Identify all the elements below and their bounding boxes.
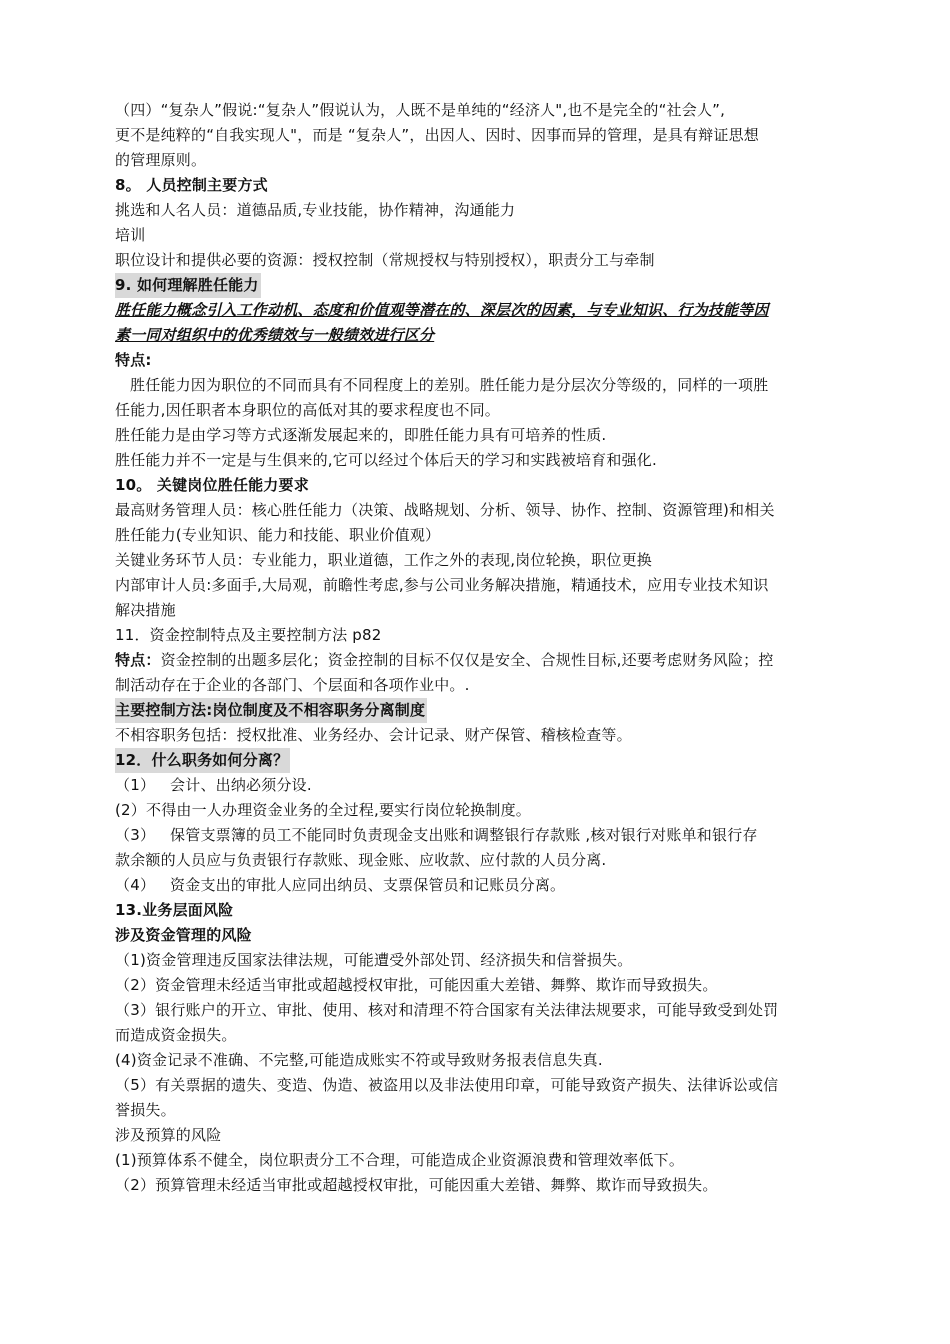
definition-line: 素一同对组织中的优秀绩效与一般绩效进行区分 [115, 326, 435, 344]
text-line: 培训 [115, 226, 146, 244]
text-line: 更不是纯粹的“自我实现人"，而是 “复杂人”，出因人、因时、因事而异的管理，是具有辩证思想 [115, 126, 759, 144]
section-heading-13: 13.业务层面风险 [115, 901, 234, 919]
section-heading-8: 8。 人员控制主要方式 [115, 176, 268, 194]
text-line: 解决措施 [115, 601, 176, 619]
text-line: 胜任能力(专业知识、能力和技能、职业价值观） [115, 526, 441, 544]
text-line: 任能力,因任职者本身职位的高低对其的要求程度也不同。 [115, 401, 500, 419]
list-item: (4)资金记录不准确、不完整,可能造成账实不符或导致财务报表信息失真. [115, 1051, 603, 1069]
section-heading-12: 12．什么职务如何分离？ [115, 748, 290, 773]
section-heading-9: 9. 如何理解胜任能力 [115, 273, 261, 298]
text-line: 制活动存在于企业的各部门、个层面和各项作业中。. [115, 676, 470, 694]
list-item: （3） 保管支票簿的员工不能同时负责现金支出账和调整银行存款账 ,核对银行对账单和银行存 [115, 826, 758, 844]
text-line: 职位设计和提供必要的资源：授权控制（常规授权与特别授权），职责分工与牵制 [115, 251, 655, 269]
definition-line: 胜任能力概念引入工作动机、态度和价值观等潜在的、深层次的因素，与专业知识、行为技能等因 [115, 301, 769, 319]
list-item: （2）预算管理未经适当审批或超越授权审批，可能因重大差错、舞弊、欺诈而导致损失。 [115, 1176, 718, 1194]
list-item: (1)预算体系不健全，岗位职责分工不合理，可能造成企业资源浪费和管理效率低下。 [115, 1151, 685, 1169]
text-line: 挑选和人名人员：道德品质,专业技能，协作精神，沟通能力 [115, 201, 516, 219]
list-item: （4） 资金支出的审批人应同出纳员、支票保管员和记账员分离。 [115, 876, 566, 894]
text-line: 誉损失。 [115, 1101, 176, 1119]
list-item: （5）有关票据的遗失、变造、伪造、被盗用以及非法使用印章，可能导致资产损失、法律诉讼或信 [115, 1076, 779, 1094]
subsection-heading: 涉及预算的风险 [115, 1126, 222, 1144]
features-label: 特点： [115, 651, 161, 669]
text-line: 而造成资金损失。 [115, 1026, 237, 1044]
text-line: 的管理原则。 [115, 151, 207, 169]
features-label: 特点: [115, 351, 152, 369]
text-line: 胜任能力并不一定是与生俱来的,它可以经过个体后天的学习和实践被培育和强化. [115, 451, 657, 469]
list-item: （3）银行账户的开立、审批、使用、核对和清理不符合国家有关法律法规要求，可能导致受到处罚 [115, 1001, 779, 1019]
subsection-heading: 涉及资金管理的风险 [115, 926, 252, 944]
document-page [115, 98, 840, 1198]
text-line: 款余额的人员应与负责银行存款账、现金账、应收款、应付款的人员分离. [115, 851, 607, 869]
list-item: (2）不得由一人办理资金业务的全过程,要实行岗位轮换制度。 [115, 801, 531, 819]
text-line: 关键业务环节人员：专业能力，职业道德，工作之外的表现,岗位轮换，职位更换 [115, 551, 652, 569]
text-line: 不相容职务包括：授权批准、业务经办、会计记录、财产保管、稽核检查等。 [115, 726, 632, 744]
list-item: （1)资金管理违反国家法律法规，可能遭受外部处罚、经济损失和信誉损失。 [115, 951, 633, 969]
methods-heading: 主要控制方法:岗位制度及不相容职务分离制度 [115, 698, 427, 723]
text-line: 资金控制的出题多层化；资金控制的目标不仅仅是安全、合规性目标,还要考虑财务风险；控 [160, 651, 774, 669]
text-line: 胜任能力是由学习等方式逐渐发展起来的，即胜任能力具有可培养的性质. [115, 426, 607, 444]
text-line: （四）“复杂人”假说:“复杂人”假说认为，人既不是单纯的“经济人",也不是完全的“社会人”, [115, 101, 726, 119]
section-heading-10: 10。 关键岗位胜任能力要求 [115, 476, 309, 494]
section-heading-11: 11．资金控制特点及主要控制方法 p82 [115, 626, 382, 644]
text-line: 胜任能力因为职位的不同而具有不同程度上的差别。胜任能力是分层次分等级的，同样的一项胜 [130, 376, 769, 394]
text-line: 内部审计人员:多面手,大局观，前瞻性考虑,参与公司业务解决措施，精通技术，应用专业技术知识 [115, 576, 769, 594]
list-item: （2）资金管理未经适当审批或超越授权审批，可能因重大差错、舞弊、欺诈而导致损失。 [115, 976, 718, 994]
text-line: 最高财务管理人员：核心胜任能力（决策、战略规划、分析、领导、协作、控制、资源管理)和相关 [115, 501, 775, 519]
list-item: （1） 会计、出纳必须分设. [115, 776, 312, 794]
